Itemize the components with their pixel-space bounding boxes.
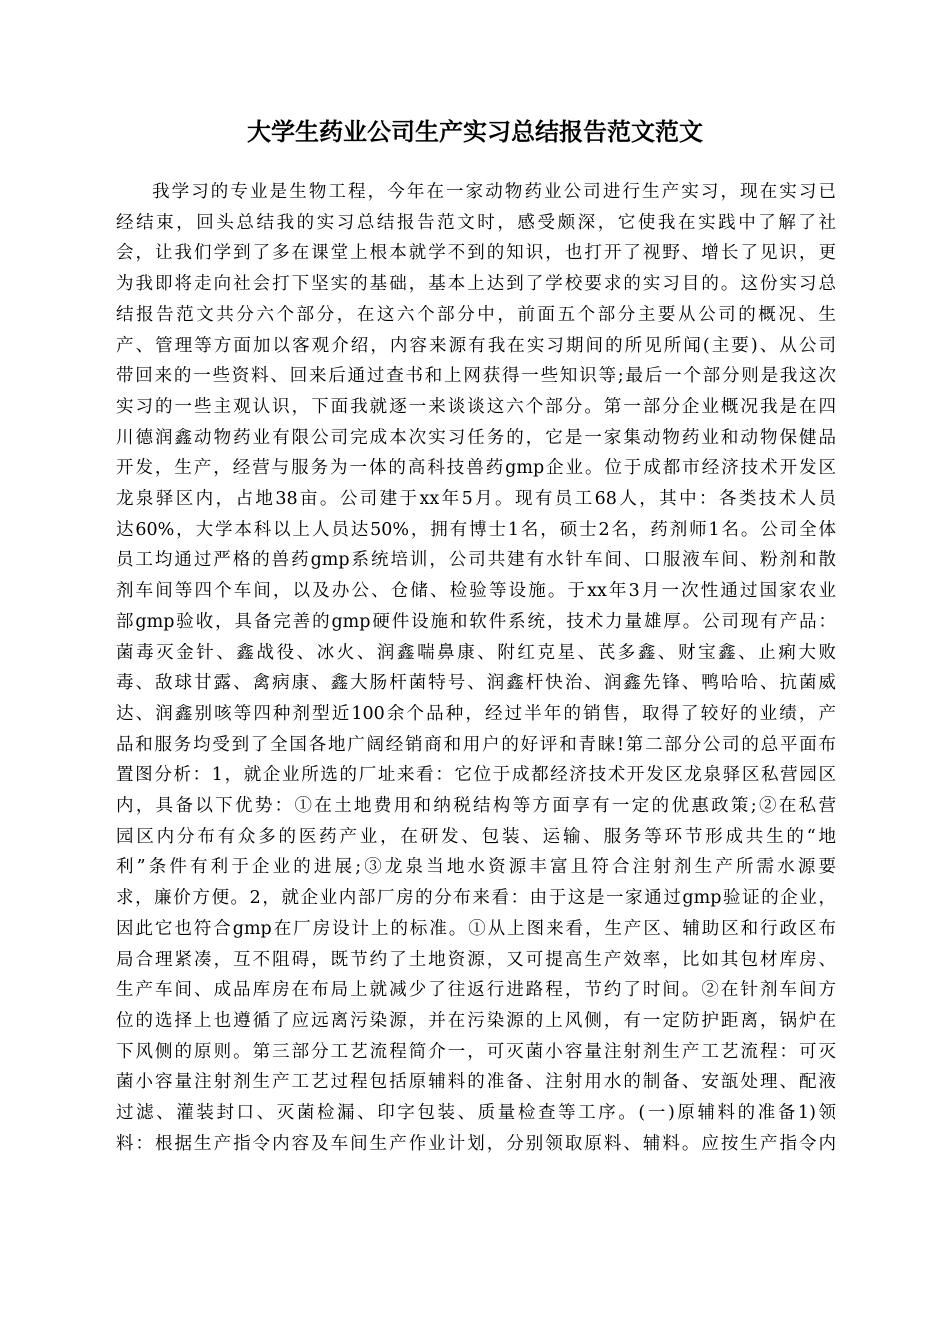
paragraph-line: 员工均通过严格的兽药gmp系统培训，公司共建有水针车间、口服液车间、粉剂和散 <box>116 550 836 571</box>
paragraph-line: 达60%，大学本科以上人员达50%，拥有博士1名，硕士2名，药剂师1名。公司全体 <box>116 519 836 540</box>
paragraph-line: 开发，生产，经营与服务为一体的高科技兽药gmp企业。位于成都市经济技术开发区 <box>116 458 836 479</box>
paragraph-line: 经结束，回头总结我的实习总结报告范文时，感受颇深，它使我在实践中了解了社 <box>116 212 836 233</box>
paragraph-line: 菌小容量注射剂生产工艺过程包括原辅料的准备、注射用水的制备、安瓿处理、配液 <box>116 1072 836 1093</box>
paragraph-line: 部gmp验收，具备完善的gmp硬件设施和软件系统，技术力量雄厚。公司现有产品： <box>116 611 836 632</box>
paragraph-line: 剂车间等四个车间，以及办公、仓储、检验等设施。于xx年3月一次性通过国家农业 <box>116 581 836 602</box>
paragraph-line: 置图分析：1，就企业所选的厂址来看：它位于成都经济技术开发区龙泉驿区私营园区 <box>116 765 836 786</box>
paragraph-line: 利”条件有利于企业的进展;③龙泉当地水资源丰富且符合注射剂生产所需水源要 <box>116 857 836 878</box>
paragraph-first-line: 我学习的专业是生物工程，今年在一家动物药业公司进行生产实习，现在实习已 <box>152 182 836 202</box>
paragraph-line: 为我即将走向社会打下坚实的基础，基本上达到了学校要求的实习目的。这份实习总 <box>116 274 836 295</box>
paragraph-line: 川德润鑫动物药业有限公司完成本次实习任务的，它是一家集动物药业和动物保健品 <box>116 427 836 448</box>
paragraph-line: 位的选择上也遵循了应远离污染源，并在污染源的上风侧，有一定防护距离，锅炉在 <box>116 1010 836 1031</box>
paragraph-line: 求，廉价方便。2，就企业内部厂房的分布来看：由于这是一家通过gmp验证的企业， <box>116 888 836 909</box>
paragraph-line: 实习的一些主观认识，下面我就逐一来谈谈这六个部分。第一部分企业概况我是在四 <box>116 396 836 417</box>
paragraph-line: 过滤、灌装封口、灭菌检漏、印字包装、质量检查等工序。(一)原辅料的准备1)领 <box>116 1103 836 1124</box>
paragraph-line: 结报告范文共分六个部分，在这六个部分中，前面五个部分主要从公司的概况、生 <box>116 304 836 325</box>
paragraph-line: 料：根据生产指令内容及车间生产作业计划，分别领取原料、辅料。应按生产指令内 <box>116 1133 836 1154</box>
paragraph-line: 会，让我们学到了多在课堂上根本就学不到的知识，也打开了视野、增长了见识，更 <box>116 243 836 264</box>
paragraph-line: 带回来的一些资料、回来后通过查书和上网获得一些知识等;最后一个部分则是我这次 <box>116 366 836 387</box>
paragraph-line: 局合理紧凑，互不阻碍，既节约了土地资源，又可提高生产效率，比如其包材库房、 <box>116 949 836 970</box>
paragraph-line: 菌毒灭金针、鑫战役、冰火、润鑫喘鼻康、附红克星、芪多鑫、财宝鑫、止痢大败 <box>116 642 836 663</box>
paragraph-line: 因此它也符合gmp在厂房设计上的标准。①从上图来看，生产区、辅助区和行政区布 <box>116 918 836 939</box>
paragraph-line: 品和服务均受到了全国各地广阔经销商和用户的好评和青睐!第二部分公司的总平面布 <box>116 734 836 755</box>
document-body <box>116 177 836 1160</box>
paragraph-line: 毒、敌球甘露、禽病康、鑫大肠杆菌特号、润鑫杆快治、润鑫先锋、鸭哈哈、抗菌威 <box>116 673 836 694</box>
document-title: 大学生药业公司生产实习总结报告范文范文 <box>247 117 703 146</box>
paragraph-line: 内，具备以下优势：①在土地费用和纳税结构等方面享有一定的优惠政策;②在私营 <box>116 796 836 817</box>
paragraph-line: 园区内分布有众多的医药产业，在研发、包装、运输、服务等环节形成共生的“地 <box>116 826 836 847</box>
paragraph-line: 产、管理等方面加以客观介绍，内容来源有我在实习期间的所见所闻(主要)、从公司 <box>116 335 836 356</box>
paragraph-line: 达、润鑫别咳等四种剂型近100余个品种，经过半年的销售，取得了较好的业绩，产 <box>116 703 836 724</box>
paragraph-line: 下风侧的原则。第三部分工艺流程简介一，可灭菌小容量注射剂生产工艺流程：可灭 <box>116 1041 836 1062</box>
paragraph-line: 生产车间、成品库房在布局上就减少了往返行进路程，节约了时间。②在针剂车间方 <box>116 980 836 1001</box>
paragraph-line: 龙泉驿区内，占地38亩。公司建于xx年5月。现有员工68人，其中：各类技术人员 <box>116 489 836 510</box>
